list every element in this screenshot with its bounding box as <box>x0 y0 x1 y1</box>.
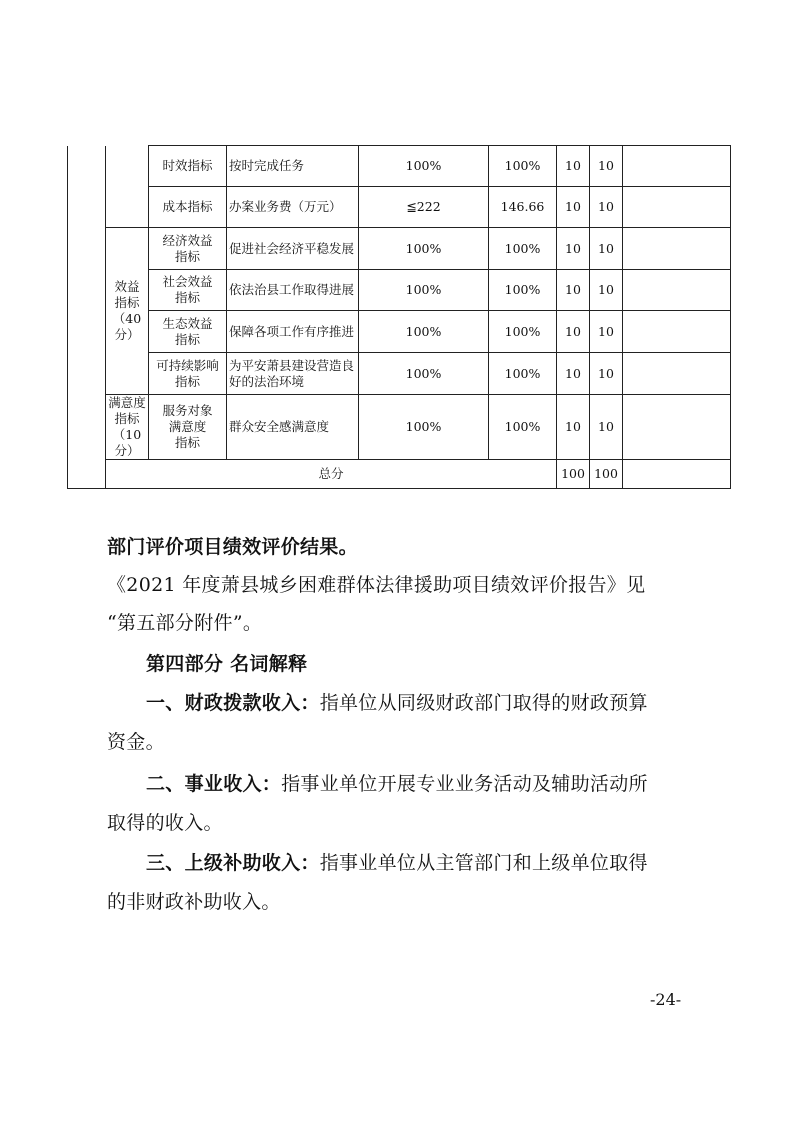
report-line-1: 《2021 年度萧县城乡困难群体法律援助项目绩效评价报告》见 <box>107 574 646 596</box>
weight-cell: 10 <box>557 353 590 395</box>
part4-heading: 第四部分 名词解释 <box>146 653 308 675</box>
target-value-cell: 100% <box>359 353 489 395</box>
target-value-cell: 100% <box>359 270 489 311</box>
page-number: -24- <box>650 990 682 1009</box>
weight-cell: 10 <box>557 270 590 311</box>
score-cell: 10 <box>590 187 623 228</box>
report-line-2: “第五部分附件”。 <box>107 612 263 634</box>
remark-cell <box>623 270 731 311</box>
indicator-content-cell: 为平安萧县建设营造良 好的法治环境 <box>227 353 359 395</box>
actual-value-cell: 100% <box>489 311 557 353</box>
sub-indicator-cell: 社会效益 指标 <box>149 270 227 311</box>
weight-cell: 10 <box>557 395 590 460</box>
remark-cell <box>623 395 731 460</box>
score-cell: 10 <box>590 353 623 395</box>
table-row <box>68 395 731 460</box>
target-value-cell: 100% <box>359 146 489 187</box>
target-value-cell: 100% <box>359 228 489 270</box>
remark-cell <box>623 187 731 228</box>
sub-indicator-cell: 经济效益 指标 <box>149 228 227 270</box>
score-cell: 10 <box>590 270 623 311</box>
actual-value-cell: 100% <box>489 228 557 270</box>
table-row <box>68 353 731 395</box>
satisfaction-group-cell <box>106 395 149 460</box>
table-row <box>68 228 731 270</box>
table-row <box>68 187 731 228</box>
performance-indicator-table <box>67 145 731 489</box>
term2-continuation: 取得的收入。 <box>107 812 223 834</box>
satisfaction-group-label: 满意度 指标 （10分） <box>108 395 146 458</box>
actual-value-cell: 146.66 <box>489 187 557 228</box>
term3-paragraph <box>146 843 746 884</box>
term1-label: 一、财政拨款收入： <box>146 692 320 714</box>
sub-indicator-cell: 可持续影响 指标 <box>149 353 227 395</box>
score-cell: 10 <box>590 146 623 187</box>
actual-value-cell: 100% <box>489 353 557 395</box>
total-score: 100 <box>590 460 623 489</box>
indicator-content-cell: 依法治县工作取得进展 <box>227 270 359 311</box>
score-cell: 10 <box>590 228 623 270</box>
benefit-group-label: 效益 指标 （40分） <box>112 279 142 342</box>
score-cell: 10 <box>590 395 623 460</box>
remark-cell <box>623 460 731 489</box>
term1-continuation: 资金。 <box>107 731 165 753</box>
sub-indicator-cell: 成本指标 <box>149 187 227 228</box>
total-label: 总分 <box>106 460 557 489</box>
actual-value-cell: 100% <box>489 146 557 187</box>
weight-cell: 10 <box>557 146 590 187</box>
remark-cell <box>623 311 731 353</box>
term2-text: 指事业单位开展专业业务活动及辅助活动所 <box>281 773 648 795</box>
table-row <box>68 146 731 187</box>
table-row <box>68 270 731 311</box>
sub-indicator-cell: 生态效益 指标 <box>149 311 227 353</box>
weight-cell: 10 <box>557 187 590 228</box>
level2-cell <box>106 146 149 228</box>
table-row <box>68 311 731 353</box>
term1-text: 指单位从同级财政部门取得的财政预算 <box>319 692 648 714</box>
score-cell: 10 <box>590 311 623 353</box>
term2-paragraph <box>146 764 746 805</box>
indicator-content-cell: 群众安全感满意度 <box>227 395 359 460</box>
term3-continuation: 的非财政补助收入。 <box>107 891 281 913</box>
term2-label: 二、事业收入： <box>146 773 282 795</box>
benefit-group-cell <box>106 228 149 395</box>
indicator-content-cell: 促进社会经济平稳发展 <box>227 228 359 270</box>
indicator-content-cell: 保障各项工作有序推进 <box>227 311 359 353</box>
remark-cell <box>623 228 731 270</box>
sub-indicator-cell: 服务对象 满意度 指标 <box>149 395 227 460</box>
target-value-cell: 100% <box>359 395 489 460</box>
indicator-content-cell: 按时完成任务 <box>227 146 359 187</box>
actual-value-cell: 100% <box>489 395 557 460</box>
term3-text: 指事业单位从主管部门和上级单位取得 <box>319 852 648 874</box>
indicator-content-cell: 办案业务费（万元） <box>227 187 359 228</box>
remark-cell <box>623 146 731 187</box>
target-value-cell: ≦222 <box>359 187 489 228</box>
actual-value-cell: 100% <box>489 270 557 311</box>
remark-cell <box>623 353 731 395</box>
term1-paragraph <box>146 683 746 724</box>
total-row <box>68 460 731 489</box>
total-weight: 100 <box>557 460 590 489</box>
weight-cell: 10 <box>557 228 590 270</box>
level1-cell <box>68 146 106 489</box>
eval-result-heading: 部门评价项目绩效评价结果。 <box>107 536 358 558</box>
sub-indicator-cell: 时效指标 <box>149 146 227 187</box>
target-value-cell: 100% <box>359 311 489 353</box>
weight-cell: 10 <box>557 311 590 353</box>
term3-label: 三、上级补助收入： <box>146 852 320 874</box>
